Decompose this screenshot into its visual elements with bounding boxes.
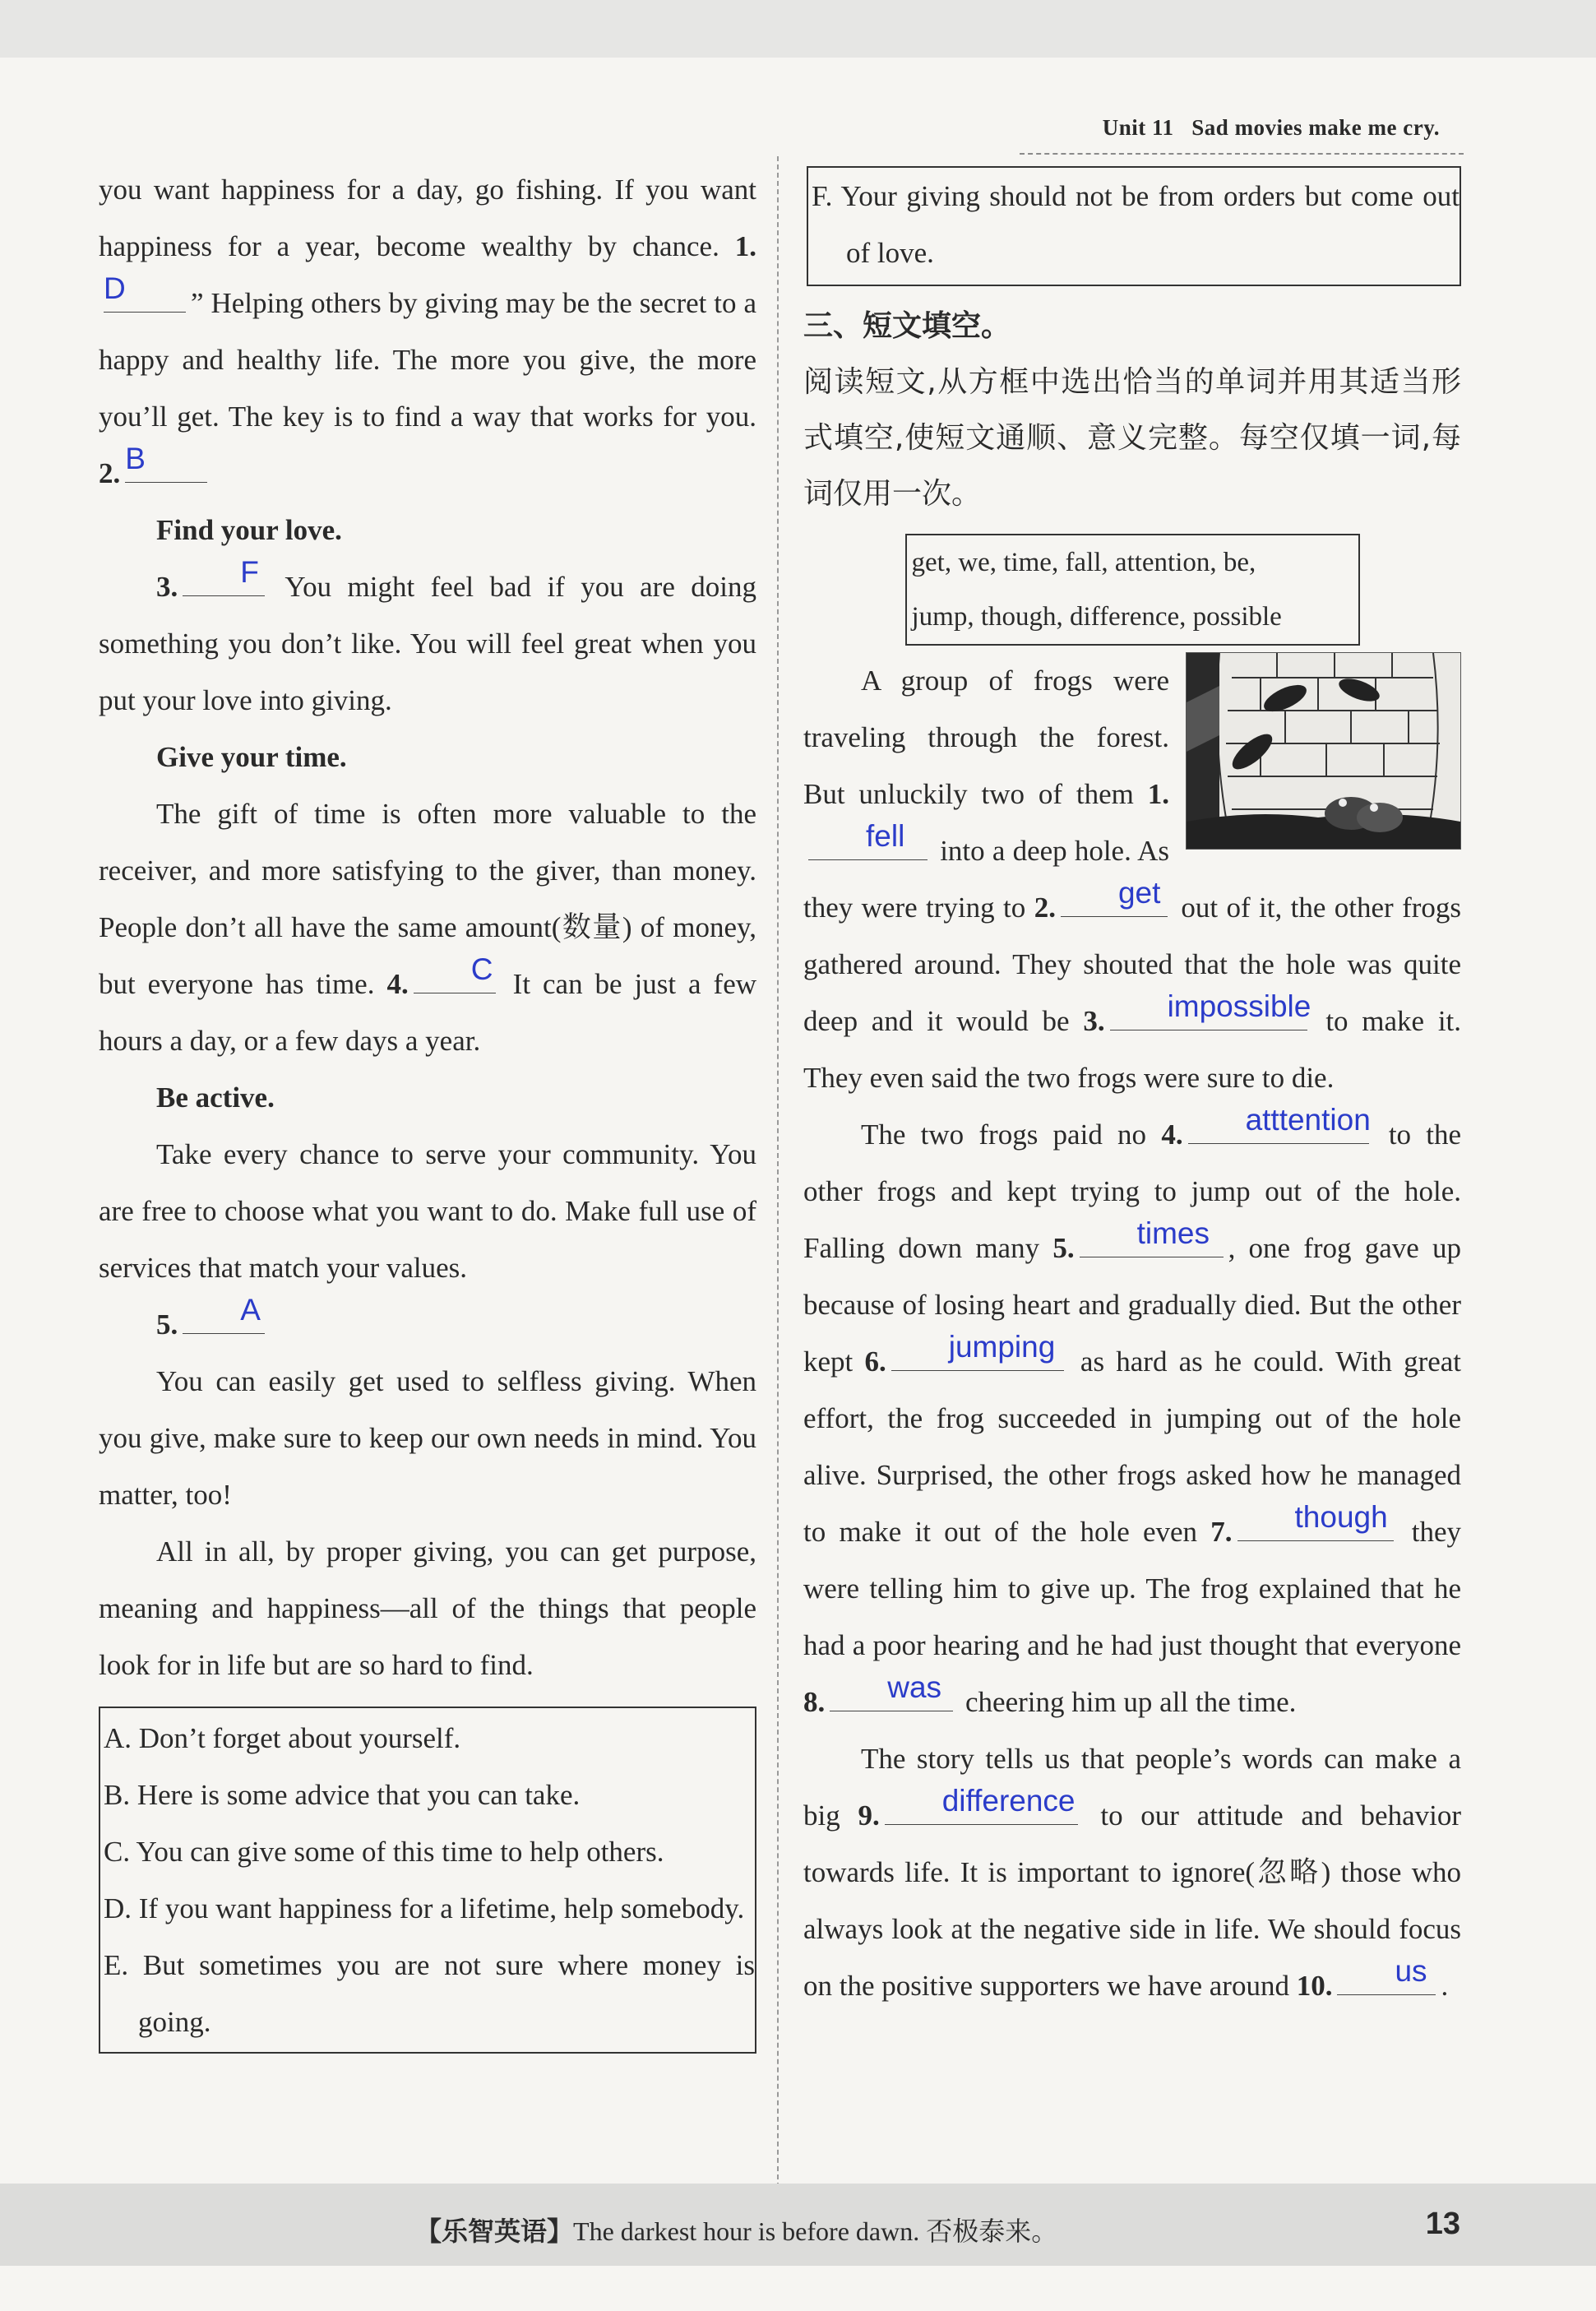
question-number: 2. <box>1034 892 1056 924</box>
handwritten-answer: us <box>1395 1954 1427 1988</box>
answer-blank-4[interactable] <box>414 952 496 993</box>
answer-blank-3[interactable] <box>183 555 265 596</box>
answer-blank-7[interactable] <box>1237 1500 1394 1541</box>
paragraph-story-2: The two frogs paid no 4. atttention to the other frogs and kept trying to jump out of the hole. Falling down many 5. times , one frog gave up because of losing heart and gradually died. But the other kept 6. jumping as hard as he could. With great effort, the frog succeeded in jumping out of the hole alive. Surprised, the other frogs asked how he managed to make it out of the hole even 7. though they were telling him to give up. The frog explained that he had a poor hearing and he had just thought that everyone 8. was cheering him up all the time. <box>803 1103 1462 1718</box>
handwritten-answer: times <box>1136 1216 1210 1250</box>
option-f: F. Your giving should not be from orders but come out of love. <box>812 180 1460 269</box>
answer-blank-2[interactable] <box>125 442 207 483</box>
answer-blank-2[interactable] <box>1061 876 1168 917</box>
answer-blank-6[interactable] <box>891 1330 1064 1371</box>
handwritten-answer: fell <box>866 819 905 853</box>
answer-blank-3[interactable] <box>1110 989 1311 1030</box>
footer-motto: The darkest hour is before dawn. 否极泰来。 <box>573 2216 1058 2246</box>
handwritten-answer: was <box>887 1670 942 1704</box>
option-d: D. If you want happiness for a lifetime, help somebody. <box>104 1892 745 1924</box>
question-number: 1. <box>734 230 757 262</box>
footer-brand: 【乐智英语】 <box>415 2216 574 2247</box>
section-instructions: 阅读短文,从方框中选出恰当的单词并用其适当形式填空,使短文通顺、意义完整。每空仅填一词,每词仅用一次。 <box>803 365 1461 511</box>
paragraph-story-1: A group of frogs were traveling through the forest. But unluckily two of them 1. fell into a deep hole. As they were trying to 2. get out of it, the other frogs gathered around. They shouted that the hole was quite deep and it would be 3. impossible to make it. They even said the two frogs were sure to die. <box>803 665 1462 1094</box>
page-number: 13 <box>1425 2207 1460 2241</box>
question-number: 8. <box>803 1686 826 1718</box>
answer-blank-5[interactable] <box>1080 1216 1224 1257</box>
question-number: 4. <box>1161 1118 1183 1151</box>
question-number: 9. <box>858 1799 880 1832</box>
subheading-find-your-love: Find your love. <box>156 514 342 546</box>
question-number: 10. <box>1296 1970 1333 2002</box>
handwritten-answer: get <box>1117 876 1161 910</box>
frog-story <box>803 652 1461 2014</box>
question-number: 5. <box>156 1308 178 1341</box>
column-divider <box>777 156 779 2196</box>
option-e: E. But sometimes you are not sure where money is going. <box>104 1949 755 2038</box>
header-rule <box>1020 153 1464 155</box>
handwritten-answer: jumping <box>948 1330 1056 1364</box>
subheading-give-your-time: Give your time. <box>156 741 347 773</box>
question-number: 3. <box>1083 1005 1105 1037</box>
handwritten-answer: D <box>104 271 126 305</box>
frog-well-image <box>1187 653 1460 849</box>
question-number: 3. <box>156 571 178 603</box>
running-header <box>1103 115 1440 141</box>
word-bank-line-1: get, we, time, fall, attention, be, <box>911 548 1256 577</box>
question-number: 4. <box>386 968 409 1000</box>
question-number: 2. <box>99 457 121 489</box>
paragraph-conclusion: All in all, by proper giving, you can get purpose, meaning and happiness—all of the things that people look for in life but are so hard to find. <box>99 1535 756 1681</box>
handwritten-answer: atttention <box>1245 1103 1371 1137</box>
answer-blank-8[interactable] <box>830 1670 953 1711</box>
paragraph-time: The gift of time is often more valuable to the receiver, and more satisfying to the giver, than money. People don’t all have the same amount(数量) of money, but everyone has time. 4. C It can be just a few hours a day, or a few days a year. <box>99 798 757 1057</box>
unit-label: Unit 11 <box>1102 115 1174 140</box>
option-b: B. Here is some advice that you can take. <box>104 1779 581 1811</box>
handwritten-answer: though <box>1294 1500 1388 1534</box>
answer-blank-4[interactable] <box>1188 1103 1371 1144</box>
handwritten-answer: F <box>240 555 259 589</box>
answer-blank-1[interactable] <box>808 819 928 860</box>
section-title: 三、短文填空。 <box>803 309 1011 343</box>
paragraph-active: Take every chance to serve your community. You are free to choose what you want to do. Make full use of services that match your values. <box>99 1138 756 1284</box>
unit-title: Sad movies make me cry. <box>1191 115 1440 140</box>
paragraph-intro: you want happiness for a day, go fishing. If you want happiness for a year, become wealthy by chance. 1. D ” Helping others by giving may be the secret to a happy and healthy life. The more you give, the more you’ll get. The key is to find a way that works for you. 2. B <box>99 174 757 489</box>
paragraph-selfless: You can easily get used to selfless giving. When you give, make sure to keep our own needs in mind. You matter, too! <box>99 1365 756 1511</box>
option-c: C. You can give some of this time to help others. <box>104 1836 664 1868</box>
handwritten-answer: impossible <box>1167 989 1311 1023</box>
frog-well-illustration <box>1186 652 1461 850</box>
question-number: 7. <box>1210 1516 1233 1548</box>
paragraph-story-3: The story tells us that people’s words can make a big 9. difference to our attitude and behavior towards life. It is important to ignore(忽略) those who always look at the negative side in life. We should focus on the positive supporters we have around 10. us . <box>803 1743 1462 2002</box>
question-number: 1. <box>1147 778 1170 810</box>
paragraph-love: 3. F You might feel bad if you are doing something you don’t like. You will feel great when you put your love into giving. <box>99 555 757 716</box>
paragraph-q5 <box>99 1293 756 1353</box>
options-box-continued <box>807 166 1461 286</box>
answer-blank-9[interactable] <box>885 1784 1078 1825</box>
handwritten-answer: A <box>240 1293 261 1327</box>
option-a: A. Don’t forget about yourself. <box>104 1722 461 1754</box>
right-column <box>803 161 1461 2014</box>
answer-blank-10[interactable] <box>1337 1954 1436 1995</box>
question-number: 5. <box>1052 1232 1075 1264</box>
footer-text <box>415 2211 1057 2248</box>
answer-blank-5[interactable] <box>183 1293 265 1334</box>
subheading-be-active: Be active. <box>156 1081 275 1114</box>
left-column <box>99 161 756 2054</box>
handwritten-answer: C <box>470 952 493 986</box>
answer-blank-1[interactable] <box>104 271 186 313</box>
handwritten-answer: B <box>125 442 146 475</box>
options-box <box>99 1707 756 2054</box>
word-bank <box>905 534 1360 646</box>
question-number: 6. <box>864 1345 886 1378</box>
handwritten-answer: difference <box>941 1784 1076 1818</box>
word-bank-line-2: jump, though, difference, possible <box>911 602 1282 632</box>
